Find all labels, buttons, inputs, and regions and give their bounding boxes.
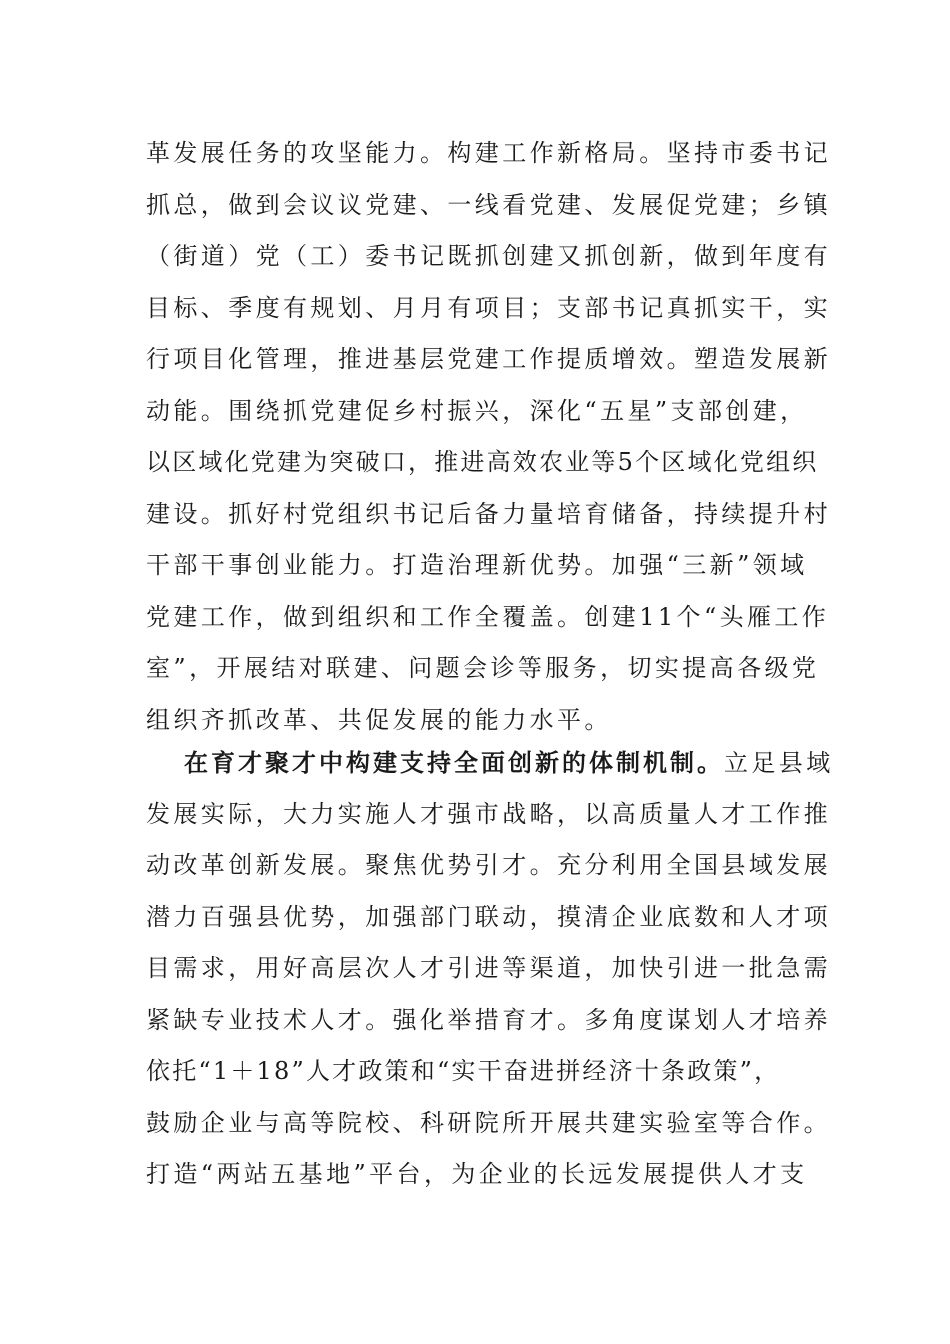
text-fragment: 立足县域	[724, 749, 834, 777]
text-line: 以区域化党建为突破口，推进高效农业等5个区域化党组织	[146, 448, 819, 476]
text-line: 潜力百强县优势，加强部门联动，摸清企业底数和人才项	[146, 902, 831, 931]
paragraph-party-building	[146, 128, 831, 746]
text-line: 鼓励企业与高等院校、科研院所开展共建实验室等合作。	[146, 1108, 831, 1137]
text-line: 党建工作，做到组织和工作全覆盖。创建11个“头雁工作	[146, 602, 830, 631]
text-line: 打造“两站五基地”平台，为企业的长远发展提供人才支	[146, 1160, 808, 1188]
text-line: 抓总，做到会议议党建、一线看党建、发展促党建；乡镇	[146, 190, 831, 219]
text-line: （街道）党（工）委书记既抓创建又抓创新，做到年度有	[146, 242, 831, 270]
text-line: 发展实际，大力实施人才强市战略，以高质量人才工作推	[146, 799, 831, 828]
text-line: 动能。围绕抓党建促乡村振兴，深化“五星”支部创建，	[146, 396, 808, 425]
paragraph-heading: 在育才聚才中构建支持全面创新的体制机制。	[184, 748, 724, 777]
text-line: 紧缺专业技术人才。强化举措育才。多角度谋划人才培养	[146, 1005, 831, 1034]
text-line: 行项目化管理，推进基层党建工作提质增效。塑造发展新	[146, 345, 831, 373]
text-line: 干部干事创业能力。打造治理新优势。加强“三新”领域	[146, 551, 808, 579]
text-line: 依托“1＋18”人才政策和“实干奋进拼经济十条政策”，	[146, 1057, 781, 1085]
text-line: 动改革创新发展。聚焦优势引才。充分利用全国县域发展	[146, 851, 831, 879]
paragraph-first-line	[146, 737, 834, 789]
text-line: 室”，开展结对联建、问题会诊等服务，切实提高各级党	[146, 654, 820, 682]
text-line: 目标、季度有规划、月月有项目；支部书记真抓实干，实	[146, 293, 831, 322]
text-line: 组织齐抓改革、共促发展的能力水平。	[146, 705, 612, 734]
text-line: 目需求，用好高层次人才引进等渠道，加快引进一批急需	[146, 954, 831, 982]
text-line: 建设。抓好村党组织书记后备力量培育储备，持续提升村	[146, 499, 831, 528]
text-line: 革发展任务的攻坚能力。构建工作新格局。坚持市委书记	[146, 139, 831, 167]
paragraph-talent-mechanism	[146, 737, 834, 1201]
